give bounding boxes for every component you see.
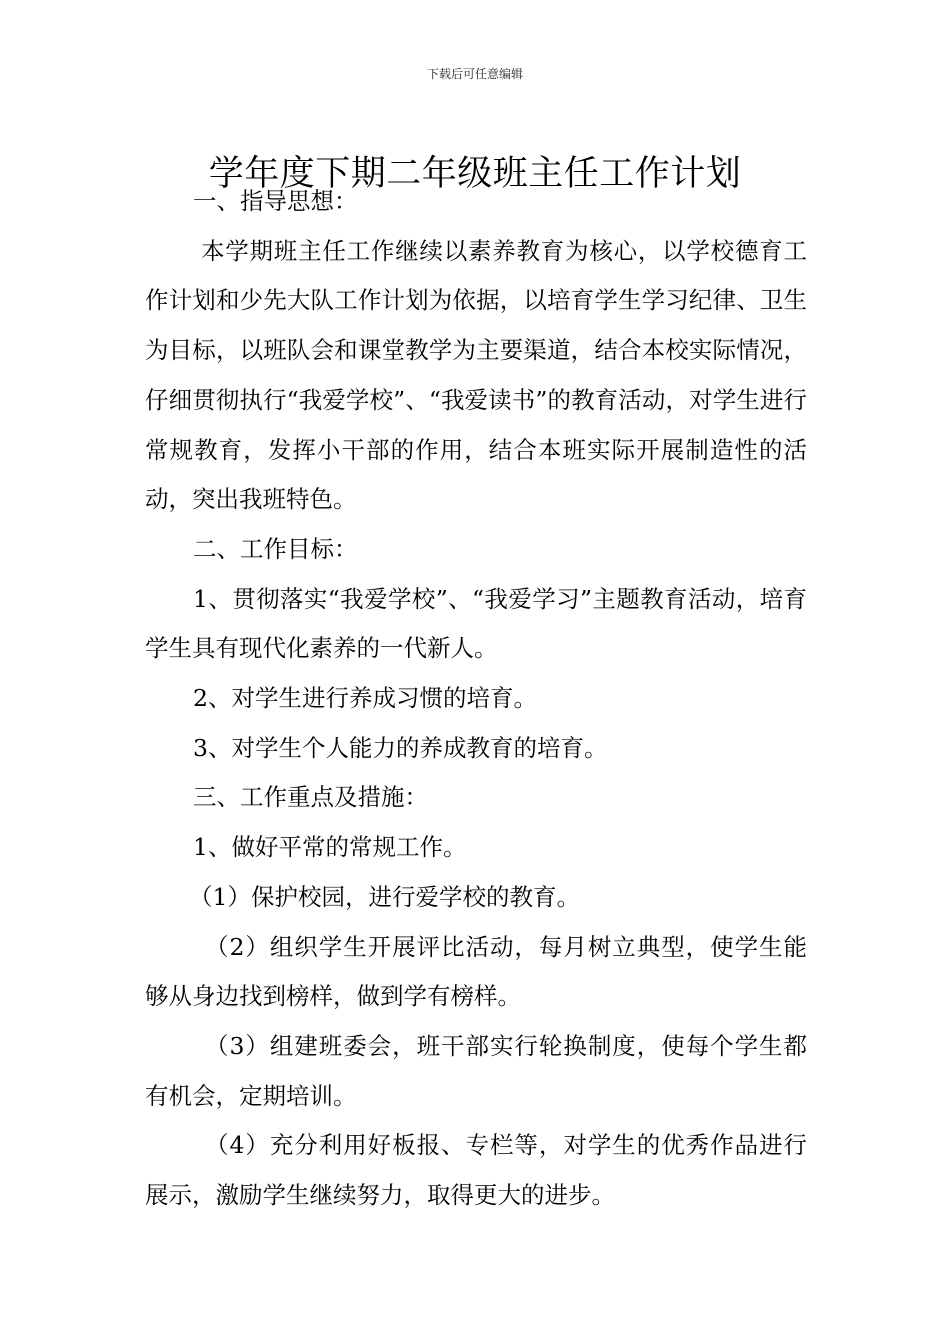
document-body xyxy=(145,177,807,1221)
goal-item-2: 2、对学生进行养成习惯的培育。 xyxy=(193,684,537,713)
goal-item-3: 3、对学生个人能力的养成教育的培育。 xyxy=(193,733,608,762)
measure-subitem-3: （3）组建班委会，班干部实行轮换制度，使每个学生都有机会，定期培训。 xyxy=(145,1031,807,1110)
section-heading-measures: 三、工作重点及措施： xyxy=(193,783,428,812)
measure-subitem-4: （4）充分利用好板报、专栏等，对学生的优秀作品进行展示，激励学生继续努力，取得更大的进步。 xyxy=(145,1131,807,1210)
section-heading-guiding: 一、指导思想： xyxy=(193,187,358,215)
header-note: 下载后可任意编辑 xyxy=(426,67,523,81)
goal-item-1: 1、贯彻落实“我爱学校”、“我爱学习”主题教育活动，培育学生具有现代化素养的一代新人。 xyxy=(145,584,807,663)
measure-subitem-2: （2）组织学生开展评比活动，每月树立典型，使学生能够从身边找到榜样，做到学有榜样。 xyxy=(145,932,807,1011)
section-heading-goals: 二、工作目标： xyxy=(193,534,358,563)
document-title: 学年度下期二年级班主任工作计划 xyxy=(208,154,742,195)
paragraph-guiding: 本学期班主任工作继续以素养教育为核心，以学校德育工作计划和少先大队工作计划为依据，以培育学生学习纪律、卫生为目标，以班队会和课堂教学为主要渠道，结合本校实际情况，仔细贯彻执行“我爱学校”、“我爱读书”的教育活动，对学生进行常规教育，发挥小干部的作用，结合本班实际开展制造性的活动，突出我班特色。 xyxy=(145,236,807,514)
measure-item-1: 1、做好平常的常规工作。 xyxy=(193,833,467,862)
measure-subitem-1: （1）保护校园，进行爱学校的教育。 xyxy=(189,882,580,911)
